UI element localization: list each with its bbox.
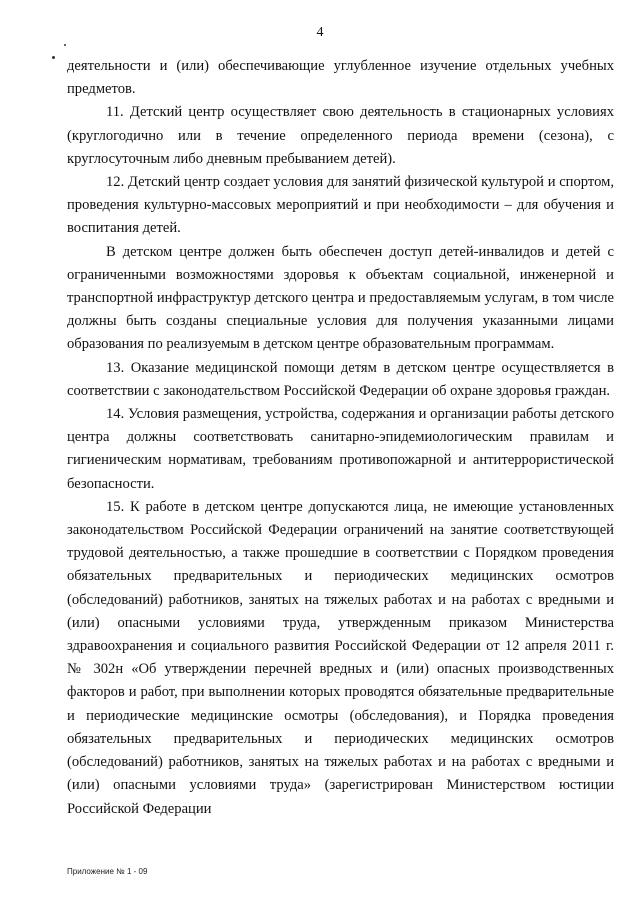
paragraph-disabled-access: В детском центре должен быть обеспечен доступ детей-инвалидов и детей с ограниченными возможностями здоровья к объектам социальной, инженерной и транспортной инфраструктур детского центра и предоставляемым услугам, в том числе должны быть созданы специальные условия для получения указанными лицами образования по реализуемым в детском центре образовательным программам. (67, 243, 614, 353)
paragraph-continuation: деятельности и (или) обеспечивающие углубленное изучение отдельных учебных предметов. (67, 58, 614, 98)
scan-speck (52, 56, 55, 59)
scan-speck (64, 44, 66, 46)
paragraph-13: 13. Оказание медицинской помощи детям в детском центре осуществляется в соответствии с законодательством Российской Федерации об охране здоровья граждан. (67, 359, 614, 399)
paragraph-15: 15. К работе в детском центре допускаются лица, не имеющие установленных законодательством Российской Федерации ограничений на занятие соответствующей трудовой деятельностью, а также прошедшие в соответствии с Порядком проведения обязательных предварительных и периодических медицинских осмотров (обследований) работников, занятых на тяжелых работах и на работах с вредными и (или) опасными условиями труда, утвержденным приказом Министерства здравоохранения и социального развития Российской Федерации от 12 апреля 2011 г. № 302н «Об утверждении перечней вредных и (или) опасных производственных факторов и работ, при выполнении которых проводятся обязательные предварительные и периодические медицинские осмотры (обследования), и Порядка проведения обязательных предварительных и периодических медицинских осмотров (обследований) работников, занятых на тяжелых работах и на работах с вредными и (или) опасными условиями труда» (зарегистрирован Министерством юстиции Российской Федерации (67, 498, 614, 817)
paragraph-11: 11. Детский центр осуществляет свою деятельность в стационарных условиях (круглогодично или в течение определенного периода времени (сезона), с круглосуточным либо дневным пребыванием детей). (67, 104, 614, 167)
paragraph-14: 14. Условия размещения, устройства, содержания и организации работы детского центра должны соответствовать санитарно-эпидемиологическим правилам и гигиеническим нормативам, требованиям противопожарной и антитеррористической безопасности. (67, 406, 614, 492)
page-number: 4 (316, 25, 324, 40)
page-footer: Приложение № 1 - 09 (67, 867, 148, 876)
document-body (67, 55, 614, 821)
paragraph-12: 12. Детский центр создает условия для занятий физической культурой и спортом, проведения культурно-массовых мероприятий и при необходимости – для обучения и воспитания детей. (67, 174, 614, 237)
